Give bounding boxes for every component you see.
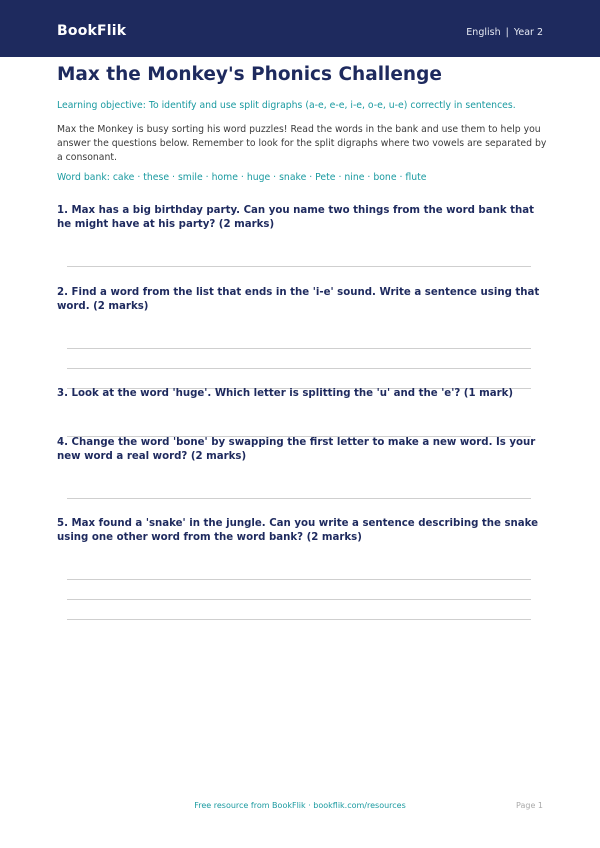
question-5: 5. Max found a 'snake' in the jungle. Can you write a sentence describing the snake using one other word from the word bank? (2 marks) bbox=[57, 518, 539, 543]
answer-line[interactable] bbox=[67, 266, 531, 267]
answer-line[interactable] bbox=[67, 599, 531, 600]
header-meta bbox=[466, 27, 543, 38]
answer-line[interactable] bbox=[67, 348, 531, 349]
answer-line[interactable] bbox=[67, 619, 531, 620]
header-bar bbox=[0, 0, 600, 57]
question-1: 1. Max has a big birthday party. Can you name two things from the word bank that he might have at his party? (2 marks) bbox=[57, 205, 535, 230]
page-title: Max the Monkey's Phonics Challenge bbox=[57, 64, 442, 85]
answer-line[interactable] bbox=[67, 368, 531, 369]
answer-line[interactable] bbox=[67, 498, 531, 499]
footer-credit[interactable]: Free resource from BookFlik · bookflik.com/resources bbox=[194, 801, 406, 810]
meta-separator: | bbox=[505, 27, 509, 38]
intro-paragraph: Max the Monkey is busy sorting his word puzzles! Read the words in the bank and use them to help you answer the questions below. Remember to look for the split digraphs where two vowels are separated by a consonant. bbox=[57, 124, 547, 163]
subject-label: English bbox=[466, 27, 501, 38]
learning-objective: Learning objective: To identify and use split digraphs (a-e, e-e, i-e, o-e, u-e) correctly in sentences. bbox=[57, 100, 516, 111]
question-3: 3. Look at the word 'huge'. Which letter is splitting the 'u' and the 'e'? (1 mark) bbox=[57, 388, 514, 399]
answer-line[interactable] bbox=[67, 579, 531, 580]
brand-logo[interactable]: BookFlik bbox=[57, 23, 127, 39]
word-bank: Word bank: cake · these · smile · home · huge · snake · Pete · nine · bone · flute bbox=[57, 172, 427, 183]
page-number: Page 1 bbox=[516, 801, 543, 810]
question-2: 2. Find a word from the list that ends in the 'i-e' sound. Write a sentence using that word. (2 marks) bbox=[57, 287, 540, 312]
question-4: 4. Change the word 'bone' by swapping the first letter to make a new word. Is your new word a real word? (2 marks) bbox=[57, 437, 536, 462]
year-label: Year 2 bbox=[513, 27, 543, 38]
